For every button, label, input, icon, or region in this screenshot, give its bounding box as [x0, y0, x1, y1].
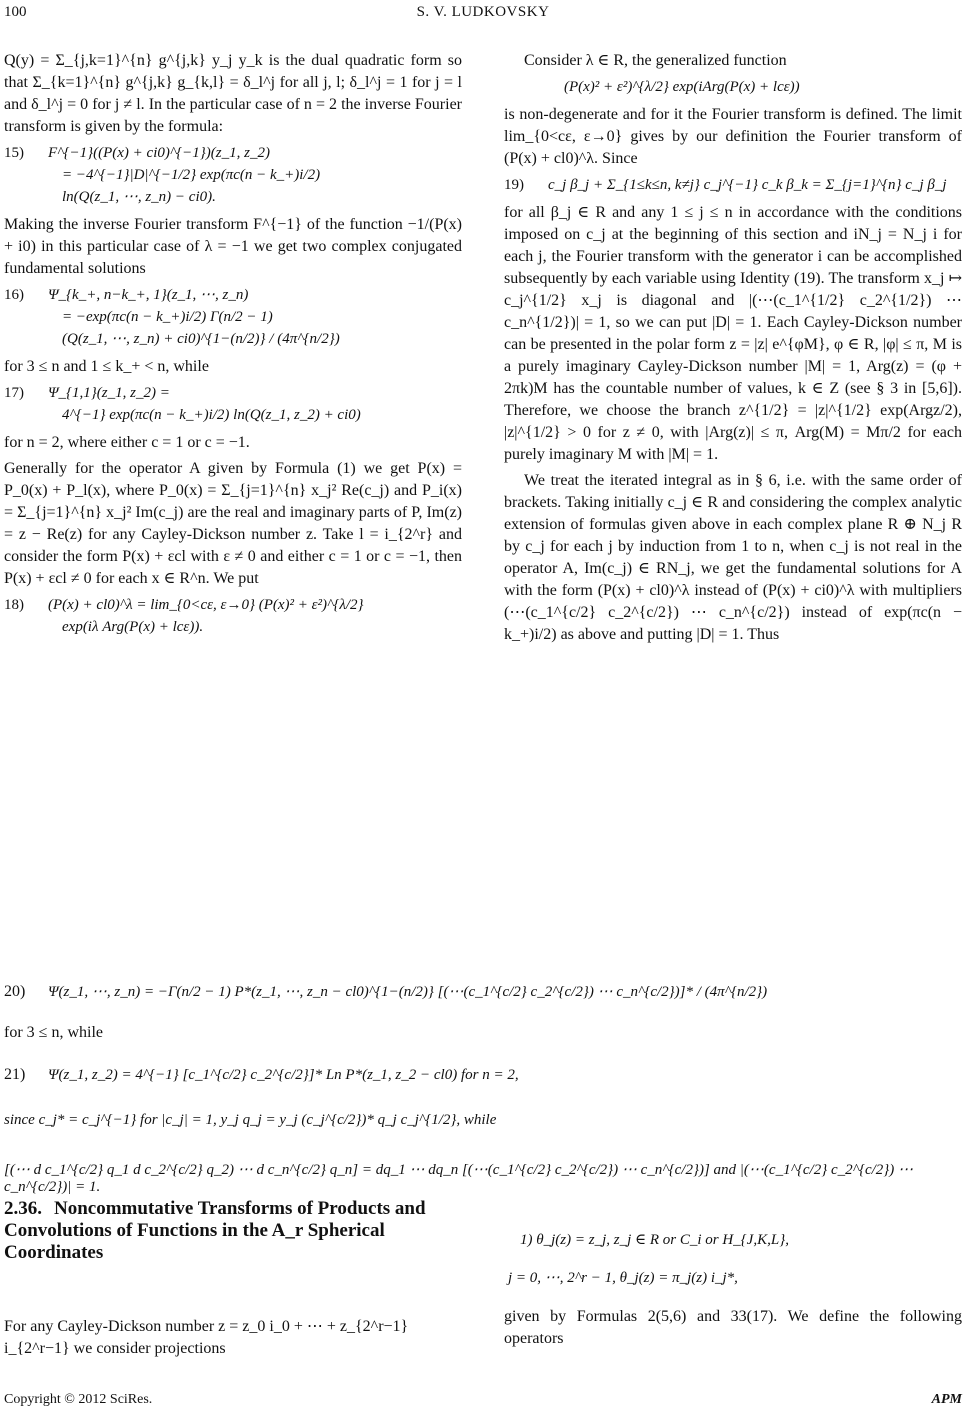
since-line: since c_j* = c_j^{−1} for |c_j| = 1, y_j q_j = y_j (c_j^{c/2})* q_j c_j^{1/2}, while [4, 1112, 497, 1128]
equation-18 [4, 594, 462, 638]
paragraph: for 3 ≤ n and 1 ≤ k_+ < n, while [4, 358, 209, 375]
equation-line: ln(Q(z_1, ⋯, z_n) − ci0). [62, 189, 216, 205]
equation-number: 15) [4, 145, 24, 161]
equation-17 [4, 382, 462, 426]
equation-number: 20) [4, 983, 26, 1000]
page-footer [4, 1392, 962, 1408]
equation-line: Ψ(z_1, z_2) = 4^{−1} [c_1^{c/2} c_2^{c/2}]* Ln P*(z_1, z_2 − cl0) for n = 2, [48, 1067, 519, 1083]
equation-line: c_j β_j + Σ_{1≤k≤n, k≠j} c_j^{−1} c_k β_k = Σ_{j=1}^{n} c_j β_j [548, 177, 947, 193]
paragraph: given by Formulas 2(5,6) and 33(17). We define the following operators [504, 1308, 962, 1347]
equation-19 [504, 174, 962, 196]
equation-line: Ψ_{1,1}(z_1, z_2) = [48, 385, 170, 401]
section-heading [4, 1198, 474, 1264]
journal-abbreviation: APM [931, 1392, 962, 1407]
equation-number: 17) [4, 385, 24, 401]
equation-line: (P(x) + cl0)^λ = lim_{0<cε, ε→0} (P(x)² + ε²)^{λ/2} [48, 597, 364, 613]
paragraph: for 3 ≤ n, while [4, 1024, 103, 1041]
right-column [504, 50, 962, 650]
paragraph: for n = 2, where either c = 1 or c = −1. [4, 434, 250, 451]
equation-line: exp(iλ Arg(P(x) + lcε)). [62, 619, 204, 635]
projection-definition: j = 0, ⋯, 2^r − 1, θ_j(z) = π_j(z) i_j*, [508, 1270, 738, 1286]
equation-generalized-function: (P(x)² + ε²)^{λ/2} exp(iArg(P(x) + lcε)) [564, 79, 800, 95]
paragraph: We treat the iterated integral as in § 6, i.e. with the same order of brackets. Taking initially c_j ∈ R and considering the complex analytic extension of formulas given above in each complex plane R ⊕ N_j R by c_j for each j by induction from 1 to n, when c_j is not real in the operator A, Im(c_j) ∈ RN_j, we get the fundamental solutions for A with the form (P(x) + cl0)^λ instead of (P(x) + ci0)^λ with multipliers (⋯(c_1^{c/2} c_2^{c/2}) ⋯ c_n^{c/2}) instead of exp(πc(n − k_+)i/2) as above and putting |D| = 1. Thus [504, 472, 962, 643]
equation-number: 16) [4, 287, 24, 303]
equation-16 [4, 284, 462, 350]
equation-line: = −exp(πc(n − k_+)i/2) Γ(n/2 − 1) [62, 309, 273, 325]
equation-line: Ψ(z_1, ⋯, z_n) = −Γ(n/2 − 1) P*(z_1, ⋯, z_n − cl0)^{1−(n/2)} [(⋯(c_1^{c/2} c_2^{c/2}) ⋯ c_n^{c/2})]* / (4π^{n/2}) [48, 984, 768, 1000]
paragraph: is non-degenerate and for it the Fourier transform is defined. The limit lim_{0<cε, ε→0} gives by our definition the Fourier transform of (P(x) + cl0)^λ. Since [504, 106, 962, 167]
paragraph: Generally for the operator A given by Formula (1) we get P(x) = P_0(x) + P_l(x), where P_0(x) = Σ_{j=1}^{n} x_j² Re(c_j) and P_i(x) = Σ_{j=1}^{n} x_j² Im(c_j) are the real and imaginary parts of P, Im(z) = z − Re(z) for any Cayley-Dickson number z. Take l = i_{2^r} and consider the form P(x) + εcl with ε ≠ 0 and either c = 1 or c = −1, then P(x) + εcl ≠ 0 for each x ∈ R^n. We put [4, 460, 462, 587]
equation-21 [4, 1066, 962, 1084]
page-header [0, 4, 966, 26]
paragraph: Consider λ ∈ R, the generalized function [524, 52, 787, 69]
equation-number: 18) [4, 597, 24, 613]
equation-line: = −4^{−1}|D|^{−1/2} exp(πc(n − k_+)i/2) [62, 167, 321, 183]
section-title: Noncommutative Transforms of Products and Convolutions of Functions in the A_r Spherical Coordinates [4, 1198, 426, 1263]
paragraph: Q(y) = Σ_{j,k=1}^{n} g^{j,k} y_j y_k is the dual quadratic form so that Σ_{k=1}^{n} g^{j,k} g_{k,l} = δ_l^j for all j, l; δ_l^j = 1 for j = l and δ_l^j = 0 for j ≠ l. In the particular case of n = 2 the inverse Fourier transform is given by the formula: [4, 52, 462, 135]
page-number: 100 [4, 4, 27, 20]
equation-20 [4, 982, 962, 1001]
section-number: 2.36. [4, 1198, 42, 1219]
differential-identity: [(⋯ d c_1^{c/2} q_1 d c_2^{c/2} q_2) ⋯ d c_n^{c/2} q_n] = dq_1 ⋯ dq_n [(⋯(c_1^{c/2} c_2^{c/2}) ⋯ c_n^{c/2})] and |(⋯(c_1^{c/2} c_2^{c/2}) ⋯ c_n^{c/2})| = 1. [4, 1162, 914, 1195]
equation-number: 19) [504, 177, 524, 193]
projection-definition: 1) θ_j(z) = z_j, z_j ∈ R or C_i or H_{J,K,L}, [520, 1232, 789, 1248]
equation-15 [4, 142, 462, 208]
equation-line: F^{−1}((P(x) + ci0)^{−1})(z_1, z_2) [48, 145, 270, 161]
section-paragraph: For any Cayley-Dickson number z = z_0 i_0 + ⋯ + z_{2^r−1} i_{2^r−1} we consider projections [4, 1318, 409, 1357]
copyright: Copyright © 2012 SciRes. [4, 1392, 153, 1407]
paragraph: for all β_j ∈ R and any 1 ≤ j ≤ n in accordance with the conditions imposed on c_j at the beginning of this section and iN_j = N_j i for each j, the Fourier transform with the generator i can be accomplished subsequently by each variable using Identity (19). The transform x_j ↦ c_j^{1/2} x_j is diagonal and |(⋯(c_1^{1/2} c_2^{1/2}) ⋯ c_n^{1/2})| = 1, so we can put |D| = 1. Each Cayley-Dickson number can be presented in the polar form z = |z| e^{φM}, φ ∈ R, |φ| ≤ π, M is a purely imaginary Cayley-Dickson number |M| = 1, Arg(z) = (φ + 2πk)M has the countable number of values, k ∈ Z (see § 3 in [5,6]). Therefore, we choose the branch z^{1/2} = |z|^{1/2} exp(Argz/2), |z|^{1/2} > 0 for z ≠ 0, with |Arg(z)| ≤ π, Arg(M) = Mπ/2 for each purely imaginary M with |M| = 1. [504, 204, 962, 463]
equation-line: 4^{−1} exp(πc(n − k_+)i/2) ln(Q(z_1, z_2) + ci0) [62, 407, 361, 423]
equation-line: (Q(z_1, ⋯, z_n) + ci0)^{1−(n/2)} / (4π^{n/2}) [62, 331, 340, 347]
left-column [4, 50, 462, 644]
running-title: S. V. LUDKOVSKY [416, 4, 550, 20]
equation-line: Ψ_{k_+, n−k_+, 1}(z_1, ⋯, z_n) [48, 287, 249, 303]
paragraph: Making the inverse Fourier transform F^{−1} of the function −1/(P(x) + i0) in this particular case of λ = −1 we get two complex conjugated fundamental solutions [4, 216, 462, 277]
equation-number: 21) [4, 1066, 26, 1083]
